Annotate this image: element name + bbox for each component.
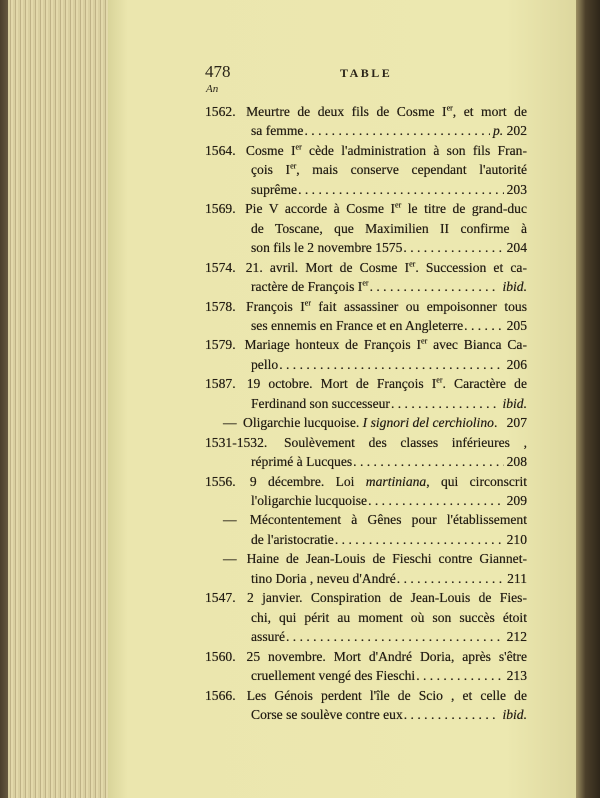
page-reference: ibid. — [502, 395, 527, 411]
entry-text: 19 octobre. Mort de François I — [246, 376, 437, 392]
toc-entry-line — [205, 705, 527, 724]
entry-text: cruellement vengé des Fieschi — [251, 668, 416, 684]
toc-entry-line — [205, 549, 527, 568]
toc-entry-line — [205, 588, 527, 607]
toc-entry-line — [205, 199, 527, 218]
entry-text: , et mort de — [452, 104, 527, 119]
entry-text: çois I — [251, 162, 291, 178]
page-reference: 203 — [506, 181, 527, 197]
entry-text: Les Génois perdent l'île de Scio , et celle de — [246, 687, 527, 703]
year-column-label: An — [206, 83, 219, 95]
entry-year: 1569. — [205, 201, 236, 217]
entry-text: de l'aristocratie — [251, 531, 334, 547]
superscript: er — [446, 103, 453, 113]
dot-leader — [304, 121, 490, 140]
entry-text: cède l'administration à son fils Fran- — [301, 142, 527, 158]
toc-entry-line — [205, 510, 527, 529]
page-reference: p. 202 — [493, 123, 527, 139]
toc-entry-line — [205, 647, 527, 666]
dot-leader — [353, 452, 503, 471]
dot-leader — [368, 491, 504, 510]
page-number: 478 — [205, 62, 231, 81]
entry-text: son fils le 2 novembre 1575 — [251, 240, 403, 256]
toc-entry-line — [205, 355, 527, 374]
entry-text: Haine de Jean-Louis de Fieschi contre Giannet- — [246, 551, 527, 567]
entry-text: Oligarchie lucquoise. — [243, 415, 363, 431]
entry-text: Cosme I — [245, 142, 296, 158]
page-reference: 209 — [506, 493, 527, 508]
superscript: er — [421, 336, 428, 346]
page-reference: 212 — [506, 629, 527, 645]
entry-text: . — [493, 415, 498, 431]
dot-leader — [416, 666, 503, 685]
entry-text: de Toscane, que Maximilien II confirme à — [251, 220, 527, 236]
entry-text: François I — [246, 298, 305, 314]
toc-entry-line — [205, 277, 527, 296]
toc-entry-line — [205, 258, 527, 277]
superscript: er — [290, 161, 297, 171]
entry-dash: — — [223, 415, 237, 431]
entry-text: Ferdinand son successeur — [251, 395, 390, 411]
toc-entry-line — [205, 491, 527, 510]
page-stack-edge — [8, 0, 108, 798]
dot-leader — [335, 530, 504, 549]
toc-entry-line — [205, 472, 527, 491]
dot-leader — [391, 394, 500, 413]
toc-entry-line — [205, 452, 527, 471]
entry-text: ractère de François I — [251, 279, 363, 295]
entry-text: 9 décembre. Loi — [249, 473, 366, 489]
dot-leader — [404, 705, 500, 724]
entry-dash: — — [223, 512, 237, 528]
entry-text: tino Doria , neveu d'André — [251, 570, 396, 586]
entry-year: 1574. — [205, 259, 236, 275]
superscript: er — [362, 278, 369, 288]
entry-text: Pie V accorde à Cosme I — [245, 201, 396, 217]
page-reference: 206 — [506, 356, 527, 372]
page-reference: 210 — [506, 531, 527, 547]
entry-text: 25 novembre. Mort d'André Doria, après s'être — [246, 648, 527, 664]
entry-text: fait assassiner ou empoisonner tous — [311, 298, 527, 314]
toc-entry-line — [205, 627, 527, 646]
toc-entry-line — [205, 102, 527, 121]
toc-entry-line — [205, 530, 527, 549]
toc-entry-line — [205, 219, 527, 238]
entry-text: Mécontentement à Gênes pour l'établissement — [249, 512, 527, 528]
entry-text: 21. avril. Mort de Cosme I — [245, 259, 410, 275]
entry-text: l'oligarchie lucquoise — [251, 493, 368, 508]
page-reference: 211 — [507, 570, 527, 586]
entry-text: assuré — [251, 629, 285, 645]
entry-text: pello — [251, 356, 279, 372]
toc-entry-line — [205, 608, 527, 627]
entry-year: 1587. — [205, 376, 236, 392]
page-reference: ibid. — [502, 279, 527, 295]
dot-leader — [279, 355, 503, 374]
entry-text: sa femme — [251, 123, 304, 139]
entry-year: 1560. — [205, 648, 236, 664]
page-reference: 213 — [506, 668, 527, 684]
entry-text: martiniana — [365, 473, 427, 489]
entry-text: , mais conserve cependant l'autorité — [296, 162, 527, 178]
entry-year: 1531-1532. — [205, 434, 268, 450]
entry-text: Mariage honteux de François I — [244, 337, 422, 353]
page-reference: 205 — [506, 317, 527, 333]
entry-text: Corse se soulève contre eux — [251, 706, 403, 722]
page-reference: ibid. — [502, 706, 527, 722]
toc-entry-line — [205, 238, 527, 257]
toc-entry-line — [205, 180, 527, 199]
toc-entry-line — [205, 374, 527, 393]
toc-entry-line — [205, 160, 527, 179]
toc-entry-line — [205, 141, 527, 160]
superscript: er — [295, 142, 302, 152]
entry-text: le titre de grand-duc — [401, 201, 527, 217]
entry-text: chi, qui périt au moment où son succès étoit — [251, 609, 527, 625]
entry-text: . Caractère de — [442, 376, 528, 392]
superscript: er — [395, 200, 402, 210]
superscript: er — [304, 297, 311, 307]
toc-entry-line — [205, 394, 527, 413]
entry-text: réprimé à Lucques — [251, 454, 353, 470]
superscript: er — [409, 259, 416, 269]
entry-year: 1564. — [205, 142, 236, 158]
entry-year: 1566. — [205, 687, 236, 703]
page-reference: 208 — [506, 454, 527, 470]
toc-entry-line — [205, 121, 527, 140]
entry-year: 1562. — [205, 104, 236, 119]
dot-leader — [286, 627, 504, 646]
toc-entry-line — [205, 686, 527, 705]
superscript: er — [436, 375, 443, 385]
toc-entry-line — [205, 413, 527, 432]
toc-entry-line — [205, 666, 527, 685]
toc-entry-line — [205, 335, 527, 354]
entry-text: Soulèvement des classes inférieures , — [283, 434, 527, 450]
entry-text: Meurtre de deux fils de Cosme I — [246, 104, 447, 119]
entry-year: 1578. — [205, 298, 236, 314]
entry-text: ses ennemis en France et en Angleterre — [251, 317, 464, 333]
running-header: TABLE — [340, 66, 393, 80]
book-right-edge — [576, 0, 600, 798]
dot-leader — [370, 277, 500, 296]
dot-leader — [397, 569, 504, 588]
entry-text: 2 janvier. Conspiration de Jean-Louis de Fies- — [246, 590, 527, 606]
page-reference: 204 — [506, 240, 527, 256]
entry-text: , qui circonscrit — [426, 473, 527, 489]
page-reference: 207 — [506, 415, 527, 431]
toc-entry-line — [205, 569, 527, 588]
entry-year: 1547. — [205, 590, 236, 606]
entry-text: . Succession et ca- — [415, 259, 527, 275]
entry-dash: — — [223, 551, 237, 567]
dot-leader — [464, 316, 503, 335]
toc-entry-line — [205, 316, 527, 335]
dot-leader — [403, 238, 503, 257]
entry-text: I signori del cerchiolino — [362, 415, 494, 431]
toc-entry-line — [205, 297, 527, 316]
entry-text: suprême — [251, 181, 298, 197]
page-abbrev: p. — [493, 123, 504, 139]
toc-entry-line — [205, 433, 527, 452]
dot-leader — [298, 180, 504, 199]
entry-year: 1579. — [205, 337, 236, 353]
entry-year: 1556. — [205, 473, 236, 489]
entry-text: avec Bianca Ca- — [427, 337, 527, 353]
